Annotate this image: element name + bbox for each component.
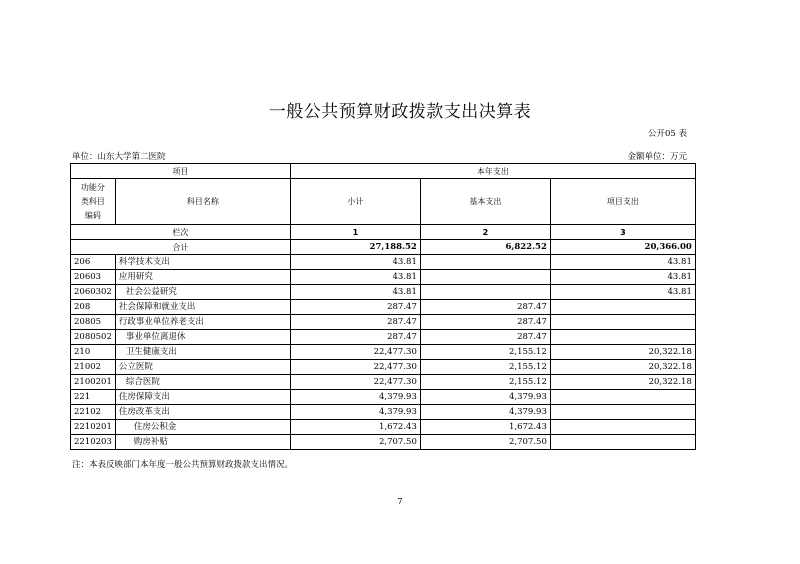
table-row	[71, 360, 696, 375]
row-subtotal: 4,379.93	[290, 390, 420, 405]
row-name: 综合医院	[115, 375, 290, 390]
row-basic: 2,155.12	[420, 375, 550, 390]
row-basic: 287.47	[420, 330, 550, 345]
row-subtotal: 22,477.30	[290, 360, 420, 375]
row-basic: 4,379.93	[420, 390, 550, 405]
row-subtotal: 287.47	[290, 315, 420, 330]
row-project: 20,322.18	[550, 360, 695, 375]
row-subtotal: 4,379.93	[290, 405, 420, 420]
row-project: 43.81	[550, 255, 695, 270]
header-project: 项目	[71, 164, 291, 179]
row-subtotal: 287.47	[290, 300, 420, 315]
row-code: 2210201	[71, 420, 116, 435]
row-project	[550, 390, 695, 405]
header-col1: 1	[290, 225, 420, 240]
row-subtotal: 22,477.30	[290, 375, 420, 390]
row-name: 卫生健康支出	[115, 345, 290, 360]
row-name: 住房改革支出	[115, 405, 290, 420]
row-basic: 287.47	[420, 315, 550, 330]
row-subtotal: 1,672.43	[290, 420, 420, 435]
row-name: 行政事业单位养老支出	[115, 315, 290, 330]
row-code: 2210203	[71, 435, 116, 450]
header-subtotal: 小计	[290, 179, 420, 225]
total-subtotal: 27,188.52	[290, 240, 420, 255]
total-basic: 6,822.52	[420, 240, 550, 255]
row-basic: 2,155.12	[420, 360, 550, 375]
row-code: 2060302	[71, 285, 116, 300]
row-basic: 4,379.93	[420, 405, 550, 420]
row-basic: 2,707.50	[420, 435, 550, 450]
header-column-order: 栏次	[71, 225, 291, 240]
row-name: 社会公益研究	[115, 285, 290, 300]
total-project: 20,366.00	[550, 240, 695, 255]
header-func-code: 功能分 类科目 编码	[71, 179, 116, 225]
row-code: 20805	[71, 315, 116, 330]
row-name: 公立医院	[115, 360, 290, 375]
row-project	[550, 435, 695, 450]
row-basic	[420, 285, 550, 300]
row-basic	[420, 270, 550, 285]
row-code: 206	[71, 255, 116, 270]
table-code: 公开05 表	[647, 129, 687, 139]
unit-label: 单位：山东大学第二医院	[72, 152, 166, 162]
table-row	[71, 300, 696, 315]
table-row	[71, 330, 696, 345]
row-project	[550, 330, 695, 345]
table-row	[71, 345, 696, 360]
row-subtotal: 287.47	[290, 330, 420, 345]
table-row	[71, 405, 696, 420]
table-row	[71, 375, 696, 390]
table-row	[71, 270, 696, 285]
row-project	[550, 315, 695, 330]
table-note: 注：本表反映部门本年度一般公共预算财政拨款支出情况。	[72, 460, 294, 470]
header-col3: 3	[550, 225, 695, 240]
row-project	[550, 420, 695, 435]
row-subtotal: 2,707.50	[290, 435, 420, 450]
total-label: 合计	[71, 240, 291, 255]
row-name: 住房公积金	[115, 420, 290, 435]
table-row	[71, 435, 696, 450]
row-subtotal: 43.81	[290, 270, 420, 285]
row-code: 2100201	[71, 375, 116, 390]
row-code: 221	[71, 390, 116, 405]
row-name: 购房补贴	[115, 435, 290, 450]
row-basic: 1,672.43	[420, 420, 550, 435]
row-basic	[420, 255, 550, 270]
row-code: 22102	[71, 405, 116, 420]
row-subtotal: 22,477.30	[290, 345, 420, 360]
total-row	[71, 240, 696, 255]
row-basic: 287.47	[420, 300, 550, 315]
row-basic: 2,155.12	[420, 345, 550, 360]
header-subject-name: 科目名称	[115, 179, 290, 225]
table-row	[71, 315, 696, 330]
expense-table	[70, 163, 696, 450]
row-name: 科学技术支出	[115, 255, 290, 270]
header-project-expense: 项目支出	[550, 179, 695, 225]
row-project: 43.81	[550, 285, 695, 300]
table-row	[71, 255, 696, 270]
row-code: 21002	[71, 360, 116, 375]
row-subtotal: 43.81	[290, 255, 420, 270]
table-row	[71, 285, 696, 300]
row-code: 208	[71, 300, 116, 315]
header-col2: 2	[420, 225, 550, 240]
row-project: 20,322.18	[550, 375, 695, 390]
table-row	[71, 390, 696, 405]
row-subtotal: 43.81	[290, 285, 420, 300]
table-row	[71, 420, 696, 435]
header-current-year-expense: 本年支出	[290, 164, 695, 179]
header-basic: 基本支出	[420, 179, 550, 225]
money-unit-label: 金额单位：万元	[627, 152, 687, 162]
row-name: 住房保障支出	[115, 390, 290, 405]
page-title: 一般公共预算财政拨款支出决算表	[268, 102, 532, 122]
page-number: 7	[397, 497, 403, 507]
row-name: 应用研究	[115, 270, 290, 285]
row-code: 2080502	[71, 330, 116, 345]
row-project	[550, 300, 695, 315]
row-name: 社会保障和就业支出	[115, 300, 290, 315]
row-code: 210	[71, 345, 116, 360]
row-project	[550, 405, 695, 420]
row-project: 20,322.18	[550, 345, 695, 360]
row-name: 事业单位离退休	[115, 330, 290, 345]
row-project: 43.81	[550, 270, 695, 285]
row-code: 20603	[71, 270, 116, 285]
